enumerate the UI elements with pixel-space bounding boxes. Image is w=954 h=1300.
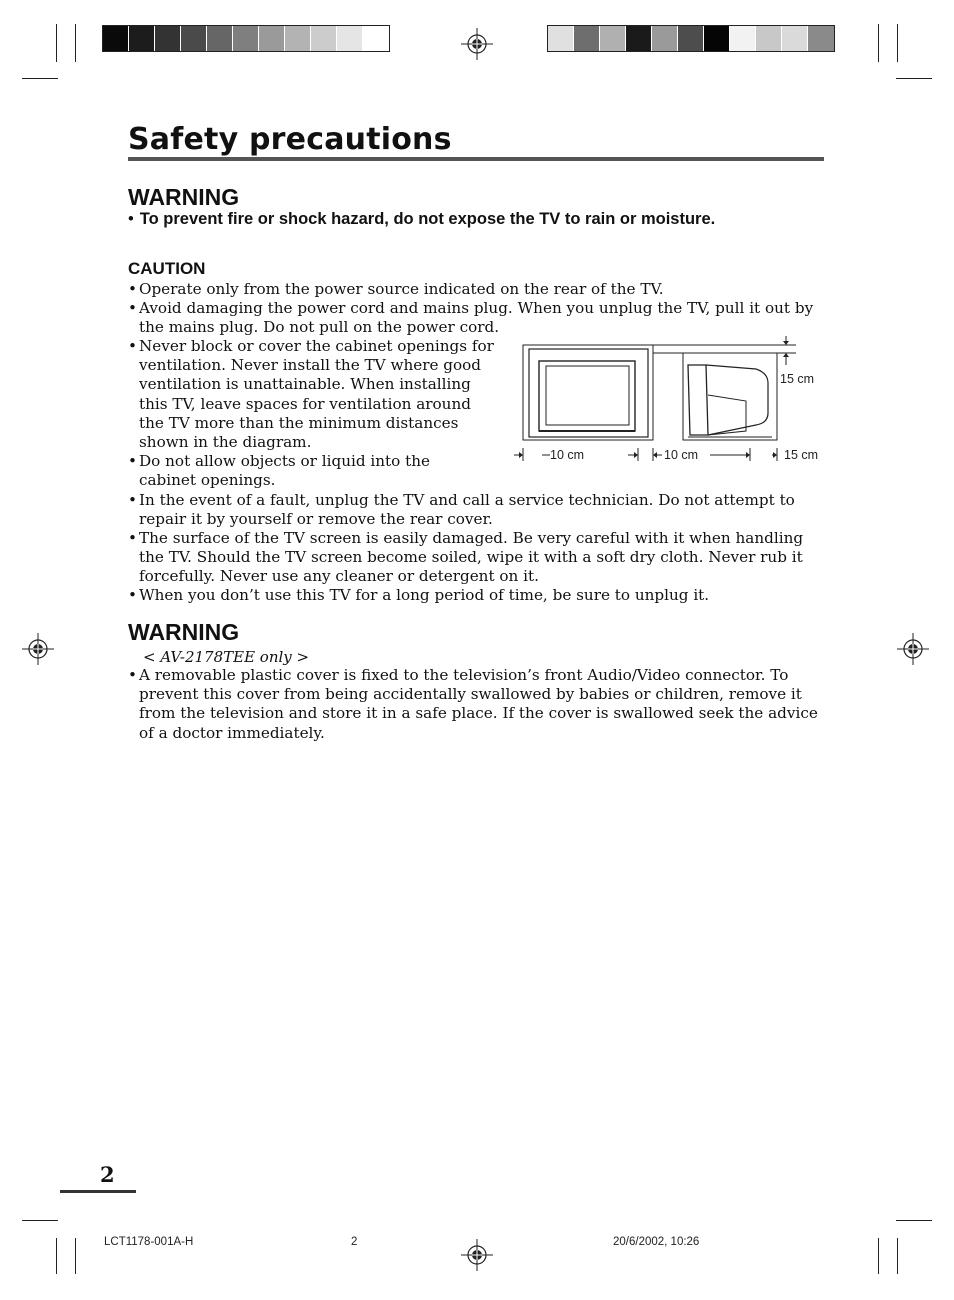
color-swatch — [337, 26, 363, 51]
caution-heading: CAUTION — [128, 259, 206, 278]
page-title: Safety precautions — [128, 122, 452, 157]
registration-mark-left-icon — [22, 633, 54, 665]
color-swatch — [678, 26, 704, 51]
caution-item-text: Avoid damaging the power cord and mains plug. When you unplug the TV, pull it out by the mains plug. Do not pull on the power cord. — [139, 299, 814, 337]
caution-item — [128, 337, 496, 452]
registration-mark-bottom-icon — [461, 1239, 493, 1271]
caution-item-text: Operate only from the power source indicated on the rear of the TV. — [139, 280, 664, 298]
color-swatch — [207, 26, 233, 51]
bullet: • — [128, 491, 137, 509]
color-swatch — [155, 26, 181, 51]
color-swatch — [574, 26, 600, 51]
caution-item — [128, 491, 824, 529]
model-note: < AV-2178TEE only > — [143, 648, 310, 666]
caution-item — [128, 299, 824, 337]
bullet: • — [128, 529, 137, 547]
color-swatch — [652, 26, 678, 51]
color-swatch — [259, 26, 285, 51]
color-swatch — [363, 26, 389, 51]
color-swatch — [548, 26, 574, 51]
warning-lead-text: To prevent fire or shock hazard, do not expose the TV to rain or moisture. — [139, 210, 716, 228]
dimension-label: 10 cm — [550, 448, 585, 462]
caution-item-text: Never block or cover the cabinet openings for ventilation. Never install the TV where good ventilation is unattainable. When installing this TV, leave spaces for ventilation around the TV more than the minimum distances shown in the diagram. — [139, 337, 494, 452]
caution-item — [128, 452, 468, 490]
right-color-bar — [547, 25, 835, 52]
color-swatch — [129, 26, 155, 51]
warning-item — [128, 666, 824, 743]
title-rule — [128, 157, 824, 161]
dimension-label: 15 cm — [784, 448, 819, 462]
dimension-label: 15 cm — [780, 372, 815, 386]
color-swatch — [808, 26, 834, 51]
warning-heading: WARNING — [128, 184, 240, 210]
page-number-rule — [60, 1190, 136, 1193]
warning-lead — [128, 210, 715, 229]
left-color-bar — [102, 25, 390, 52]
color-swatch — [730, 26, 756, 51]
color-swatch — [600, 26, 626, 51]
bullet: • — [128, 299, 137, 317]
bullet: • — [128, 337, 137, 355]
warning-item-text: A removable plastic cover is fixed to the television’s front Audio/Video connector. To prevent this cover from being accidentally swallowed by babies or children, remove it from the television and store it in a safe place. If the cover is swallowed seek the advice of a doctor immediately. — [139, 666, 818, 742]
caution-item-text: When you don’t use this TV for a long period of time, be sure to unplug it. — [139, 586, 710, 604]
caution-item-text: The surface of the TV screen is easily damaged. Be very careful with it when handling the TV. Should the TV screen become soiled, wipe it with a soft dry cloth. Never rub it forcefully. Never use any cleaner or detergent on it. — [139, 529, 804, 586]
color-swatch — [756, 26, 782, 51]
color-swatch — [103, 26, 129, 51]
footer-doc-code: LCT1178-001A-H — [104, 1236, 194, 1248]
caution-item-text: In the event of a fault, unplug the TV and call a service technician. Do not attempt to repair it by yourself or remove the rear cover. — [139, 491, 795, 529]
warning-heading-2: WARNING — [128, 619, 240, 645]
page-number: 2 — [100, 1162, 115, 1187]
dimension-label: 10 cm — [664, 448, 699, 462]
caution-item — [128, 280, 824, 299]
color-swatch — [311, 26, 337, 51]
bullet: • — [128, 586, 137, 604]
caution-item — [128, 586, 824, 605]
bullet: • — [128, 666, 137, 684]
color-swatch — [704, 26, 730, 51]
footer-datetime: 20/6/2002, 10:26 — [613, 1236, 700, 1248]
caution-item-text: Do not allow objects or liquid into the cabinet openings. — [139, 452, 430, 490]
bullet: • — [128, 452, 137, 470]
footer-page: 2 — [351, 1236, 358, 1248]
color-swatch — [626, 26, 652, 51]
color-swatch — [782, 26, 808, 51]
bullet: • — [128, 210, 134, 228]
caution-item — [128, 529, 824, 587]
registration-mark-top-icon — [461, 28, 493, 60]
registration-mark-right-icon — [897, 633, 929, 665]
color-swatch — [233, 26, 259, 51]
color-swatch — [285, 26, 311, 51]
color-swatch — [181, 26, 207, 51]
bullet: • — [128, 280, 137, 298]
